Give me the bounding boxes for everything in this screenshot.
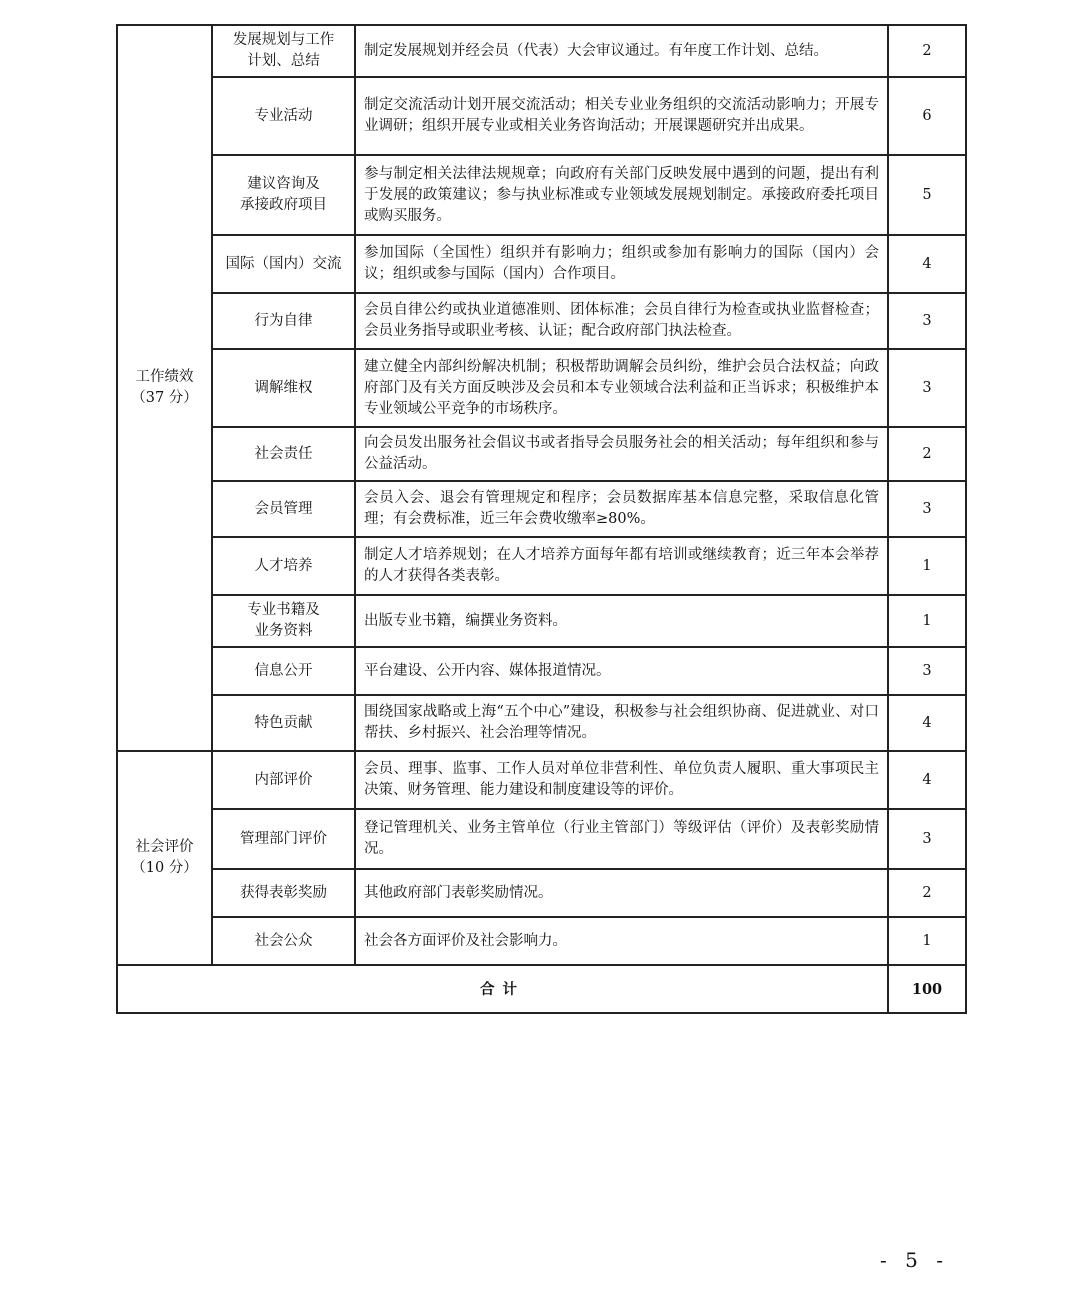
table-row <box>117 235 966 293</box>
score-cell: 3 <box>888 481 966 537</box>
content-cell: 制定发展规划并经会员（代表）大会审议通过。有年度工作计划、总结。 <box>355 25 888 77</box>
content-cell: 会员自律公约或执业道德准则、团体标准；会员自律行为检查或执业监督检查；会员业务指导或职业考核、认证；配合政府部门执法检查。 <box>355 293 888 349</box>
content-cell: 会员、理事、监事、工作人员对单位非营利性、单位负责人履职、重大事项民主决策、财务管理、能力建设和制度建设等的评价。 <box>355 751 888 809</box>
table-row <box>117 25 966 77</box>
content-cell: 制定交流活动计划开展交流活动；相关专业业务组织的交流活动影响力；开展专业调研；组织开展专业或相关业务咨询活动；开展课题研究并出成果。 <box>355 77 888 155</box>
table-row <box>117 809 966 869</box>
score-cell: 1 <box>888 917 966 965</box>
table-row <box>117 917 966 965</box>
item-cell: 社会责任 <box>212 427 355 481</box>
table-row <box>117 77 966 155</box>
content-cell: 参与制定相关法律法规规章；向政府有关部门反映发展中遇到的问题，提出有利于发展的政策建议；参与执业标准或专业领域发展规划制定。承接政府委托项目或购买服务。 <box>355 155 888 235</box>
item-cell: 专业活动 <box>212 77 355 155</box>
score-cell: 1 <box>888 595 966 647</box>
item-cell: 行为自律 <box>212 293 355 349</box>
total-label: 合计 <box>117 965 888 1013</box>
score-cell: 5 <box>888 155 966 235</box>
item-cell: 获得表彰奖励 <box>212 869 355 917</box>
table-row <box>117 293 966 349</box>
table-row <box>117 595 966 647</box>
item-cell: 管理部门评价 <box>212 809 355 869</box>
content-cell: 其他政府部门表彰奖励情况。 <box>355 869 888 917</box>
page-number: - 5 - <box>880 1248 949 1272</box>
category-work-performance: 工作绩效 （37 分） <box>117 25 212 751</box>
content-cell: 登记管理机关、业务主管单位（行业主管部门）等级评估（评价）及表彰奖励情况。 <box>355 809 888 869</box>
table-row <box>117 695 966 751</box>
table-row <box>117 481 966 537</box>
score-cell: 3 <box>888 293 966 349</box>
category-social-evaluation: 社会评价 （10 分） <box>117 751 212 965</box>
item-cell: 人才培养 <box>212 537 355 595</box>
table-row <box>117 349 966 427</box>
score-cell: 4 <box>888 695 966 751</box>
item-cell: 建议咨询及 承接政府项目 <box>212 155 355 235</box>
table-body <box>117 25 966 1013</box>
content-cell: 建立健全内部纠纷解决机制；积极帮助调解会员纠纷，维护会员合法权益；向政府部门及有关方面反映涉及会员和本专业领域合法利益和正当诉求；积极维护本专业领域公平竞争的市场秩序。 <box>355 349 888 427</box>
table-row <box>117 537 966 595</box>
score-cell: 2 <box>888 25 966 77</box>
content-cell: 参加国际（全国性）组织并有影响力；组织或参加有影响力的国际（国内）会议；组织或参与国际（国内）合作项目。 <box>355 235 888 293</box>
table-row <box>117 427 966 481</box>
score-cell: 6 <box>888 77 966 155</box>
item-cell: 调解维权 <box>212 349 355 427</box>
score-cell: 3 <box>888 809 966 869</box>
item-cell: 发展规划与工作 计划、总结 <box>212 25 355 77</box>
evaluation-score-table <box>116 24 967 1014</box>
score-cell: 1 <box>888 537 966 595</box>
score-cell: 4 <box>888 235 966 293</box>
item-cell: 特色贡献 <box>212 695 355 751</box>
total-score: 100 <box>888 965 966 1013</box>
content-cell: 社会各方面评价及社会影响力。 <box>355 917 888 965</box>
total-row <box>117 965 966 1013</box>
item-cell: 专业书籍及 业务资料 <box>212 595 355 647</box>
table-row <box>117 869 966 917</box>
item-cell: 信息公开 <box>212 647 355 695</box>
score-cell: 3 <box>888 647 966 695</box>
content-cell: 制定人才培养规划；在人才培养方面每年都有培训或继续教育；近三年本会举荐的人才获得各类表彰。 <box>355 537 888 595</box>
item-cell: 国际（国内）交流 <box>212 235 355 293</box>
item-cell: 会员管理 <box>212 481 355 537</box>
content-cell: 围绕国家战略或上海“五个中心”建设，积极参与社会组织协商、促进就业、对口帮扶、乡村振兴、社会治理等情况。 <box>355 695 888 751</box>
content-cell: 出版专业书籍，编撰业务资料。 <box>355 595 888 647</box>
score-cell: 2 <box>888 869 966 917</box>
table-row <box>117 751 966 809</box>
score-cell: 2 <box>888 427 966 481</box>
content-cell: 平台建设、公开内容、媒体报道情况。 <box>355 647 888 695</box>
table-row <box>117 647 966 695</box>
item-cell: 社会公众 <box>212 917 355 965</box>
score-cell: 4 <box>888 751 966 809</box>
content-cell: 会员入会、退会有管理规定和程序；会员数据库基本信息完整，采取信息化管理；有会费标准，近三年会费收缴率≥80%。 <box>355 481 888 537</box>
score-cell: 3 <box>888 349 966 427</box>
item-cell: 内部评价 <box>212 751 355 809</box>
content-cell: 向会员发出服务社会倡议书或者指导会员服务社会的相关活动；每年组织和参与公益活动。 <box>355 427 888 481</box>
table-row <box>117 155 966 235</box>
